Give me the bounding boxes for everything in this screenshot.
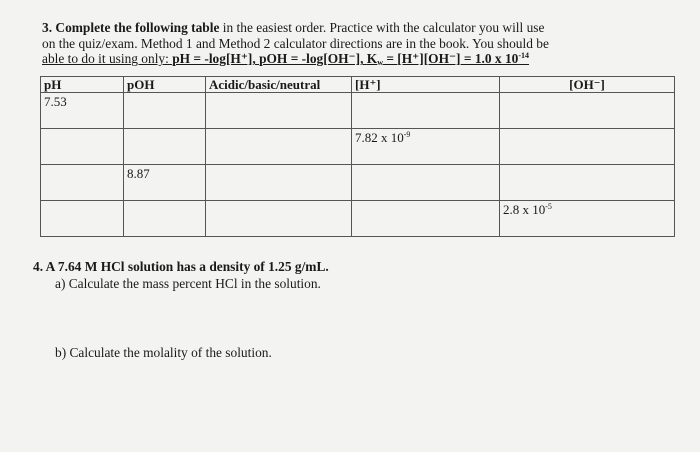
- cell-acidity: [206, 201, 352, 237]
- cell-acidity: [206, 129, 352, 165]
- q3-line1-text: in the easiest order. Practice with the calculator you will use: [222, 20, 545, 35]
- cell-acidity: [206, 93, 352, 129]
- cell-oh: [500, 93, 675, 129]
- cell-h: [352, 201, 500, 237]
- cell-h: [352, 165, 500, 201]
- cell-poh: 8.87: [124, 165, 206, 201]
- q3-line3-lead: able to do it using only:: [42, 51, 173, 66]
- cell-oh: 2.8 x $10^{-5}$: [500, 201, 675, 237]
- cell-h: 7.82 x $10^{-9}$: [352, 129, 500, 165]
- q3-line-1: [42, 20, 662, 36]
- cell-acidity: [206, 165, 352, 201]
- ph-table: [40, 76, 675, 237]
- cell-oh: [500, 165, 675, 201]
- q3-number: 3.: [42, 20, 53, 35]
- table-row: [41, 201, 675, 237]
- table-row: [41, 165, 675, 201]
- q4-part-b: b) Calculate the molality of the solution.: [55, 345, 272, 360]
- formula-kw: $K_w = [H^+][OH^-] = 1.0$ x $10^{-14}$: [366, 51, 530, 67]
- header-h-concentration: [H⁺]: [352, 77, 500, 93]
- cell-oh: [500, 129, 675, 165]
- header-acidic-basic-neutral: Acidic/basic/neutral: [206, 77, 352, 93]
- header-poh: pOH: [124, 77, 206, 93]
- formula-ph: pH = -log[H⁺]: [172, 51, 253, 66]
- cell-ph: 7.53: [41, 93, 124, 129]
- q3-line-2: on the quiz/exam. Method 1 and Method 2 calculator directions are in the book. You should be: [42, 35, 549, 51]
- formula-poh: pOH = -log[OH⁻]: [259, 51, 361, 66]
- cell-ph: [41, 165, 124, 201]
- q4-part-a: a) Calculate the mass percent HCl in the solution.: [55, 276, 321, 291]
- cell-poh: [124, 129, 206, 165]
- header-oh-concentration: [OH⁻]: [500, 77, 675, 93]
- table-row: [41, 93, 675, 129]
- cell-h: [352, 93, 500, 129]
- header-ph: pH: [41, 77, 124, 93]
- table-header-row: [41, 77, 675, 93]
- cell-ph: [41, 201, 124, 237]
- q4-heading: 4. A 7.64 M HCl solution has a density of 1.25 g/mL.: [33, 259, 329, 274]
- cell-ph: [41, 129, 124, 165]
- question-3: [42, 20, 662, 67]
- cell-poh: [124, 201, 206, 237]
- q3-title: Complete the following table: [55, 20, 220, 35]
- cell-poh: [124, 93, 206, 129]
- question-4: [33, 258, 329, 292]
- table-row: [41, 129, 675, 165]
- q3-line-3: able to do it using only: pH = -log[H⁺], pOH = -log[OH⁻], $K_w = [H^+][OH^-] = 1.0$ x $10^{-14}$: [42, 51, 530, 67]
